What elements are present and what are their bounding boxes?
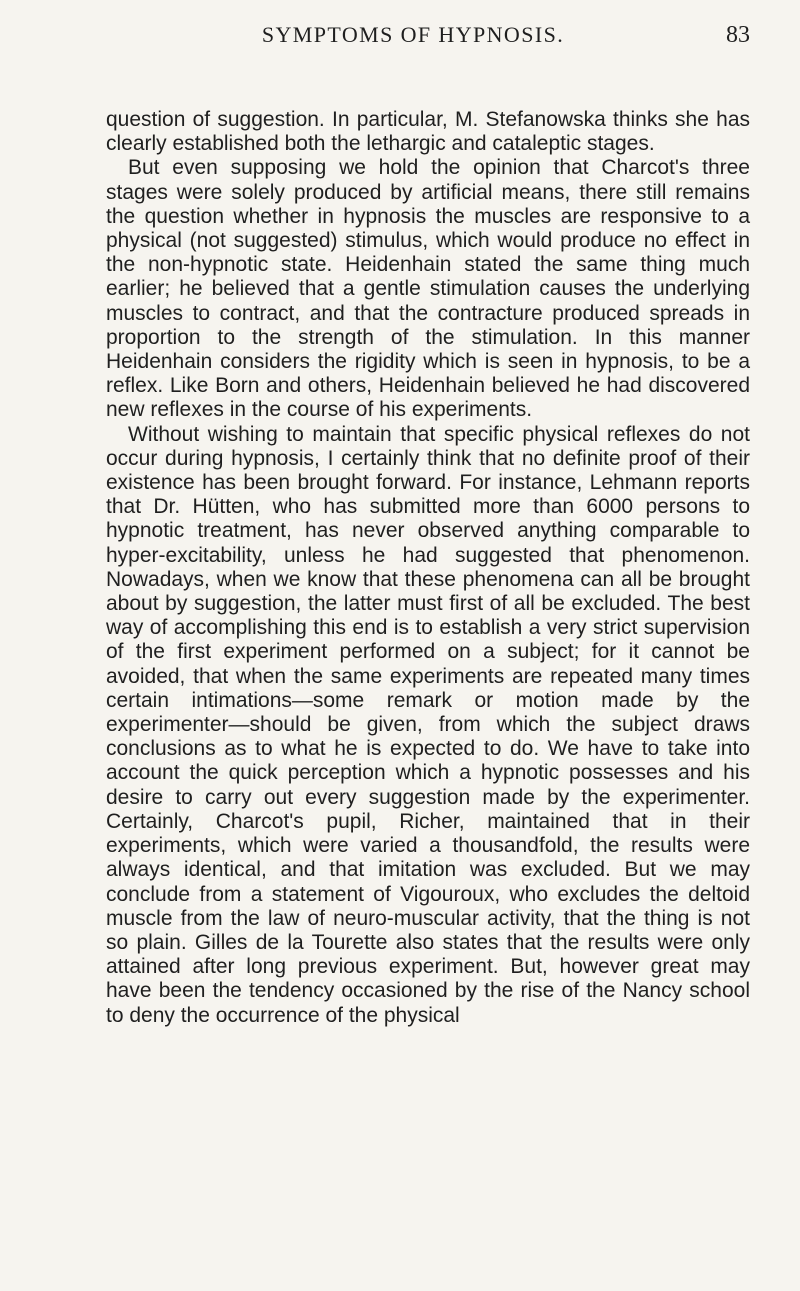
paragraph-charcot-stages: But even supposing we hold the opinion that Charcot's three stages were solely produced by artificial means, there still remains the question whether in hypnosis the muscles are responsive to a physical (not suggested) stimulus, which would produce no effect in the non-hypnotic state. Heidenhain stated the same thing much earlier; he believed that a gentle stimulation causes the underlying muscles to contract, and that the contracture produced spreads in proportion to the strength of the stimulation. In this manner Heidenhain considers the rigidity which is seen in hypnosis, to be a reflex. Like Born and others, Heidenhain believed he had discovered new reflexes in the course of his experiments. (106, 156, 750, 422)
running-head: SYMPTOMS OF HYPNOSIS. (261, 22, 565, 47)
page-number: 83 (726, 22, 750, 48)
paragraph-continuation: question of suggestion. In particular, M. Stefanowska thinks she has clearly established both the lethargic and cataleptic stages. (106, 108, 750, 156)
paragraph-physical-reflexes: Without wishing to maintain that specific physical reflexes do not occur during hypnosis, I certainly think that no definite proof of their existence has been brought forward. For instance, Lehmann reports that Dr. Hütten, who has submitted more than 6000 persons to hypnotic treatment, has never observed anything comparable to hyper-excitability, unless he had suggested that phenomenon. Nowadays, when we know that these phenomena can all be brought about by suggestion, the latter must first of all be excluded. The best way of accomplishing this end is to establish a very strict supervision of the first experiment performed on a subject; for it cannot be avoided, that when the same experiments are repeated many times certain intimations—some remark or motion made by the experimenter—should be given, from which the subject draws conclusions as to what he is expected to do. We have to take into account the quick perception which a hypnotic possesses and his desire to carry out every suggestion made by the experimenter. Certainly, Charcot's pupil, Richer, maintained that in their experiments, which were varied a thousandfold, the results were always identical, and that imitation was excluded. But we may conclude from a statement of Vigouroux, who excludes the deltoid muscle from the law of neuro-muscular activity, that the thing is not so plain. Gilles de la Tourette also states that the results were only attained after long previous experiment. But, however great may have been the tendency occasioned by the rise of the Nancy school to deny the occurrence of the physical (106, 422, 750, 1027)
body-text (106, 108, 750, 1028)
page-header (106, 22, 750, 62)
